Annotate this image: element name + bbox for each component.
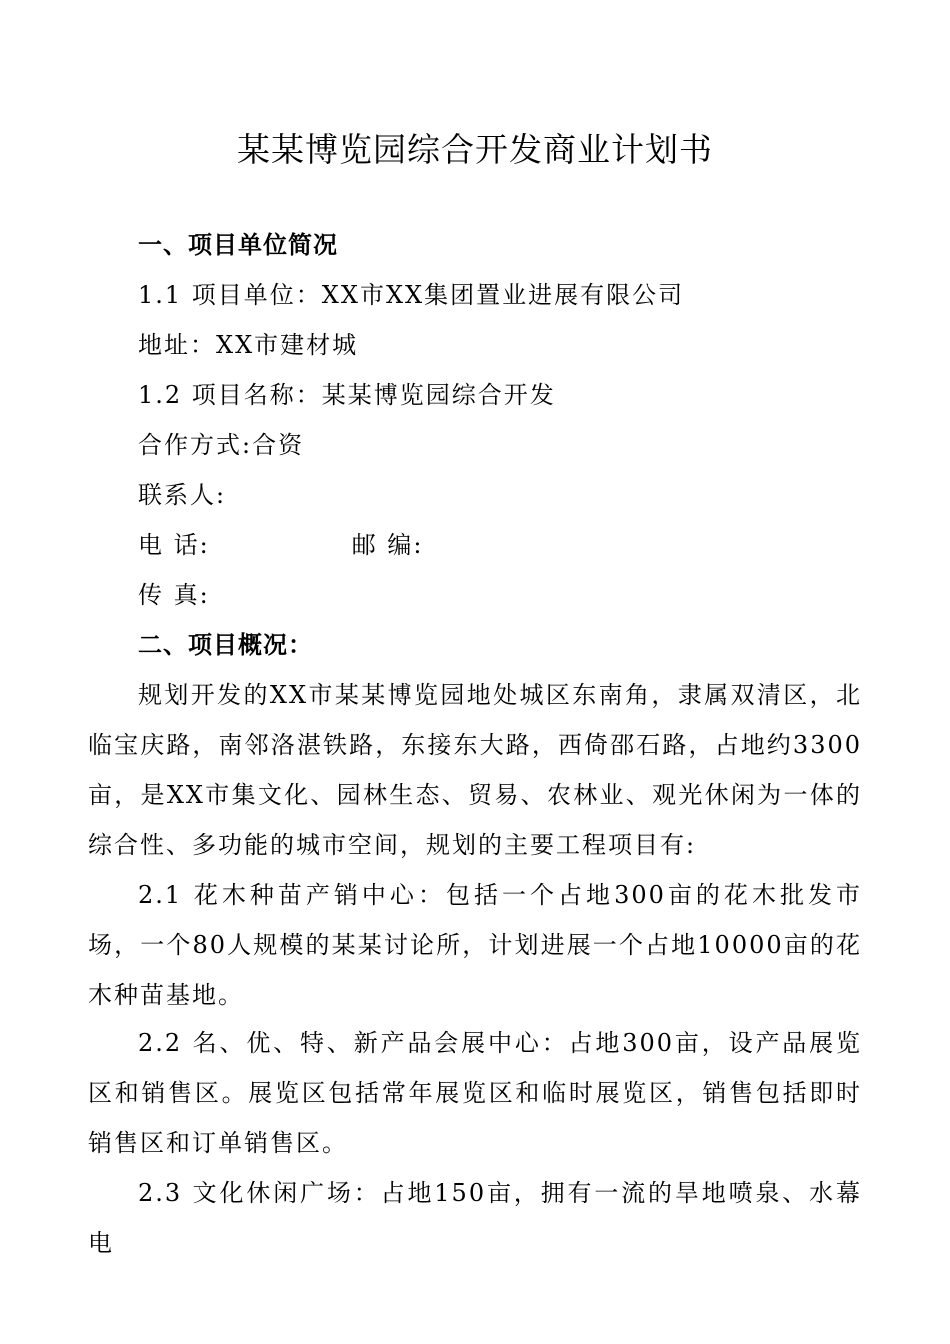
phone-postcode-line bbox=[138, 528, 423, 562]
phone-label: 电 话: bbox=[138, 531, 210, 559]
item-2-3-paragraph: 2.3 文化休闲广场：占地150亩，拥有一流的旱地喷泉、水幕电 bbox=[88, 1179, 862, 1257]
postcode-label: 邮 编: bbox=[351, 531, 424, 559]
document-title: 某某博览园综合开发商业计划书 bbox=[237, 130, 713, 169]
section-2-intro-paragraph: 规划开发的XX市某某博览园地处城区东南角，隶属双清区，北临宝庆路，南邻洛湛铁路，东接东大路，西倚邵石路，占地约3300亩，是XX市集文化、园林生态、贸易、农林业、观光休闲为一体的综合性、多功能的城市空间，规划的主要工程项目有: bbox=[88, 681, 862, 859]
item-2-2-paragraph: 2.2 名、优、特、新产品会展中心：占地300亩，设产品展览区和销售区。展览区包括常年展览区和临时展览区，销售包括即时销售区和订单销售区。 bbox=[88, 1029, 862, 1157]
address-line: 地址：XX市建材城 bbox=[138, 331, 359, 359]
project-unit-line: 1.1 项目单位：XX市XX集团置业进展有限公司 bbox=[138, 281, 685, 309]
fax-line: 传 真: bbox=[138, 581, 210, 609]
cooperation-line: 合作方式:合资 bbox=[138, 431, 305, 459]
section-2-heading: 二、项目概况： bbox=[138, 631, 313, 659]
section-1-heading: 一、项目单位简况 bbox=[138, 231, 338, 259]
project-name-line: 1.2 项目名称：某某博览园综合开发 bbox=[138, 381, 556, 409]
contact-line: 联系人: bbox=[138, 481, 227, 509]
item-2-1-paragraph: 2.1 花木种苗产销中心：包括一个占地300亩的花木批发市场，一个80人规模的某某讨论所，计划进展一个占地10000亩的花木种苗基地。 bbox=[88, 881, 862, 1009]
